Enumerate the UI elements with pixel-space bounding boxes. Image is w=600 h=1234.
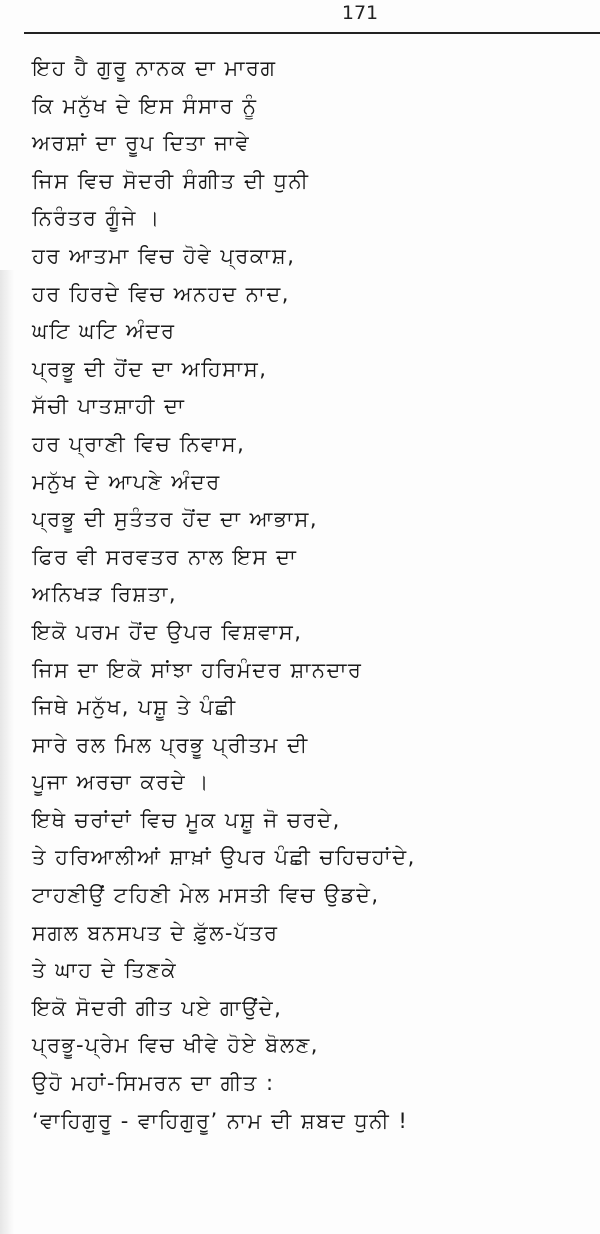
- poem-line: ਪ੍ਰਭੂ ਦੀ ਹੋਂਦ ਦਾ ਅਹਿਸਾਸ,: [32, 356, 268, 381]
- poem-line: ਹਰ ਹਿਰਦੇ ਵਿਚ ਅਨਹਦ ਨਾਦ,: [32, 281, 290, 306]
- poem-line: ਹਰ ਪ੍ਰਾਣੀ ਵਿਚ ਨਿਵਾਸ,: [32, 431, 246, 456]
- poem-line: ਘਟਿ ਘਟਿ ਅੰਦਰ: [32, 319, 176, 344]
- poem-line: ਇਕੋ ਪਰਮ ਹੋਂਦ ਉਪਰ ਵਿਸ਼ਵਾਸ,: [32, 619, 303, 644]
- poem-line: ਤੇ ਹਰਿਆਲੀਆਂ ਸ਼ਾਖ਼ਾਂ ਉਪਰ ਪੰਛੀ ਚਹਿਚਹਾਂਦੇ,: [32, 845, 416, 870]
- header-rule: [24, 32, 600, 34]
- poem-text: [32, 50, 592, 1140]
- poem-line: ਅਰਸ਼ਾਂ ਦਾ ਰੂਪ ਦਿਤਾ ਜਾਵੇ: [32, 131, 251, 156]
- poem-line: ਇਥੇ ਚਰਾਂਦਾਂ ਵਿਚ ਮੂਕ ਪਸ਼ੂ ਜੋ ਚਰਦੇ,: [32, 807, 341, 832]
- page-binding-shadow: [0, 270, 14, 1234]
- poem-line: ਫਿਰ ਵੀ ਸਰਵਤਰ ਨਾਲ ਇਸ ਦਾ: [32, 544, 298, 569]
- poem-line: ਜਿਸ ਵਿਚ ਸੋਦਰੀ ਸੰਗੀਤ ਦੀ ਧੁਨੀ: [32, 168, 310, 193]
- poem-line: ਹਰ ਆਤਮਾ ਵਿਚ ਹੋਵੇ ਪ੍ਰਕਾਸ਼,: [32, 243, 296, 268]
- poem-line: ‘ਵਾਹਿਗੁਰੂ - ਵਾਹਿਗੁਰੂ’ ਨਾਮ ਦੀ ਸ਼ਬਦ ਧੁਨੀ !: [32, 1108, 409, 1133]
- page-number: 171: [341, 2, 379, 24]
- poem-line: ਮਨੁੱਖ ਦੇ ਆਪਣੇ ਅੰਦਰ: [32, 469, 221, 494]
- poem-line: ਪ੍ਰਭੂ-ਪ੍ਰੇਮ ਵਿਚ ਖੀਵੇ ਹੋਏ ਬੋਲਣ,: [32, 1033, 319, 1058]
- poem-line: ਅਨਿਖੜ ਰਿਸ਼ਤਾ,: [32, 582, 178, 607]
- poem-line: ਜਿਸ ਦਾ ਇਕੋ ਸਾਂਝਾ ਹਰਿਮੰਦਰ ਸ਼ਾਨਦਾਰ: [32, 657, 363, 682]
- poem-line: ਪ੍ਰਭੂ ਦੀ ਸੁਤੰਤਰ ਹੋਂਦ ਦਾ ਆਭਾਸ,: [32, 507, 319, 532]
- poem-line: ਇਹ ਹੈ ਗੁਰੂ ਨਾਨਕ ਦਾ ਮਾਰਗ: [32, 56, 277, 80]
- poem-line: ਸਗਲ ਬਨਸਪਤ ਦੇ ਫ਼ੁੱਲ-ਪੱਤਰ: [32, 920, 279, 945]
- poem-line: ਕਿ ਮਨੁੱਖ ਦੇ ਇਸ ਸੰਸਾਰ ਨੂੰ: [32, 93, 258, 118]
- poem-line: ਟਾਹਣੀਉਂ ਟਹਿਣੀ ਮੇਲ ਮਸਤੀ ਵਿਚ ਉਡਦੇ,: [32, 883, 380, 908]
- poem-line: ਉਹੋ ਮਹਾਂ-ਸਿਮਰਨ ਦਾ ਗੀਤ :: [32, 1071, 275, 1096]
- poem-line: ਸਾਰੇ ਰਲ ਮਿਲ ਪ੍ਰਭੂ ਪ੍ਰੀਤਮ ਦੀ: [32, 732, 309, 757]
- poem-line: ਨਿਰੰਤਰ ਗੂੰਜੇ ।: [32, 206, 161, 231]
- poem-line: ਸੱਚੀ ਪਾਤਸ਼ਾਹੀ ਦਾ: [32, 394, 186, 419]
- poem-line: ਇਕੋ ਸੋਦਰੀ ਗੀਤ ਪਏ ਗਾਉਂਦੇ,: [32, 995, 283, 1020]
- poem-line: ਤੇ ਘਾਹ ਦੇ ਤਿਣਕੇ: [32, 958, 178, 983]
- poem-line: ਪੂਜਾ ਅਰਚਾ ਕਰਦੇ ।: [32, 770, 210, 795]
- poem-line: ਜਿਥੇ ਮਨੁੱਖ, ਪਸ਼ੂ ਤੇ ਪੰਛੀ: [32, 695, 237, 720]
